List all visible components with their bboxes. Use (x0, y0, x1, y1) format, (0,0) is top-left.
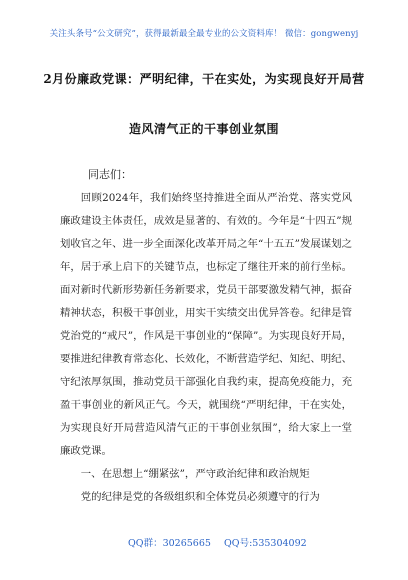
document-title-line-1: 2月份廉政党课：严明纪律，干在实处，为实现良好开局营 (43, 72, 365, 86)
salutation: 同志们： (88, 168, 132, 181)
footer-bar (0, 533, 408, 553)
body-paragraph-1: 回顾2024年，我们始终坚持推进全面从严治党、落实党风廉政建设主体责任，成效是显著的、有效的。今年是“十四五”规划收官之年、进一步全面深化改革开局之年“十五五”发展谋划之年，居于承上启下的关键节点，也标定了继往开来的前行坐标。面对新时代新形势新任务新要求，党员干部要激发精气神，振奋精神状态，积极干事创业，用实干实绩交出优异答卷。纪律是管党治党的“戒尺”，作风是干事创业的“保障”。为实现良好开局，要推进纪律教育常态化、长效化，不断营造学纪、知纪、明纪、守纪浓厚氛围，推动党员干部强化自我约束，提高免疫能力，充盈干事创业的新风正气。今天，就围绕“严明纪律，干在实处，为实现良好开局营造风清气正的干事创业氛围”，给大家上一堂廉政党课。 (60, 192, 352, 457)
footer-qq-group[interactable]: QQ群：30265665 (128, 538, 211, 549)
header-banner[interactable]: 关注头条号“公文研究”，获得最新最全最专业的公文资料库！ 微信：gongwenyj (49, 29, 359, 39)
footer-qq-number[interactable]: QQ号:535304092 (224, 538, 307, 549)
document-body (60, 187, 352, 509)
document-title-line-2: 造风清气正的干事创业氛围 (128, 122, 279, 136)
body-paragraph-2: 党的纪律是党的各级组织和全体党员必须遵守的行为 (80, 491, 320, 503)
section-heading-1: 一、在思想上“绷紧弦”，严守政治纪律和政治规矩 (80, 468, 310, 480)
